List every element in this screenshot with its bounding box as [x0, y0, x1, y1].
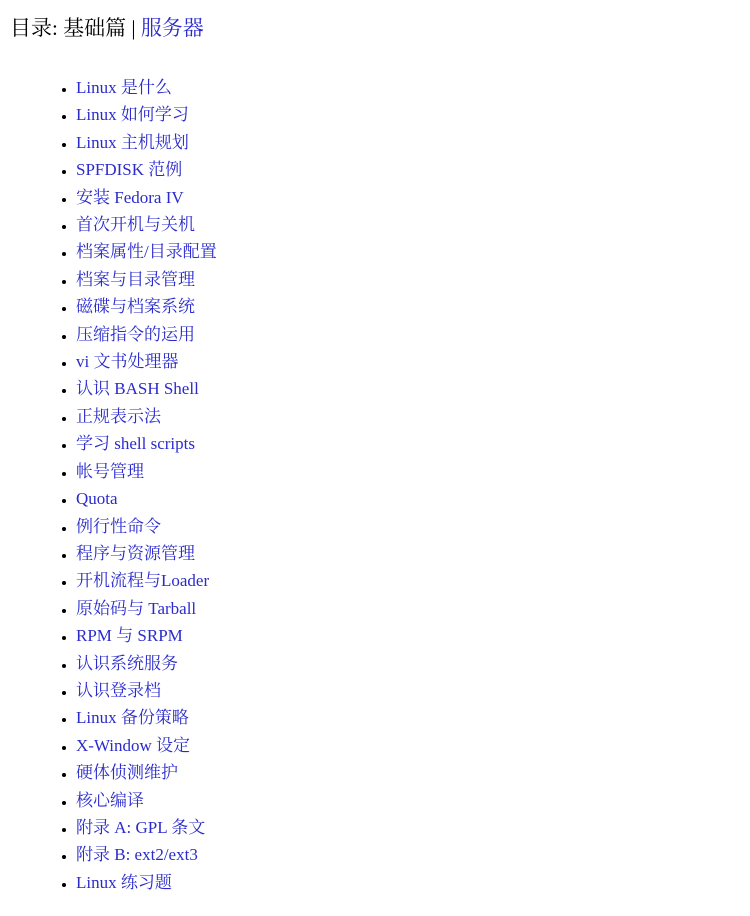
server-section-link[interactable]: 服务器 — [140, 16, 204, 40]
toc-item — [76, 403, 750, 430]
toc-list — [0, 74, 750, 896]
toc-link[interactable]: 程序与资源管理 — [76, 543, 195, 563]
toc-link[interactable]: SPFDISK 范例 — [76, 160, 183, 180]
toc-item — [76, 238, 750, 265]
toc-link[interactable]: 帐号管理 — [76, 461, 144, 481]
toc-link[interactable]: 首次开机与关机 — [76, 215, 195, 235]
toc-link[interactable]: 正规表示法 — [76, 406, 161, 426]
toc-item — [76, 348, 750, 375]
toc-item — [76, 156, 750, 183]
toc-link[interactable]: RPM 与 SRPM — [76, 626, 183, 646]
toc-item — [76, 787, 750, 814]
toc-link[interactable]: 开机流程与Loader — [76, 571, 210, 591]
toc-link[interactable]: Linux 是什么 — [76, 78, 172, 97]
toc-link[interactable]: 认识 BASH Shell — [76, 379, 199, 399]
toc-item — [76, 293, 750, 320]
toc-link[interactable]: 原始码与 Tarball — [76, 598, 197, 618]
toc-link[interactable]: Linux 如何学习 — [76, 105, 189, 125]
toc-item — [76, 759, 750, 786]
toc-item — [76, 869, 750, 896]
toc-label: 目录: — [10, 16, 58, 40]
toc-item — [76, 704, 750, 731]
toc-link[interactable]: Linux 备份策略 — [76, 708, 189, 728]
toc-link[interactable]: Linux 练习题 — [76, 872, 172, 892]
toc-item — [76, 841, 750, 868]
toc-link[interactable]: 安装 Fedora IV — [76, 187, 184, 207]
toc-item — [76, 211, 750, 238]
toc-link[interactable]: 认识系统服务 — [76, 653, 178, 673]
section-separator: | — [131, 16, 136, 40]
toc-item — [76, 677, 750, 704]
toc-item — [76, 430, 750, 457]
toc-item — [76, 266, 750, 293]
toc-item — [76, 650, 750, 677]
toc-item — [76, 540, 750, 567]
toc-item — [76, 814, 750, 841]
toc-link[interactable]: 例行性命令 — [76, 516, 161, 536]
toc-item — [76, 184, 750, 211]
toc-link[interactable]: 核心编译 — [76, 790, 144, 810]
page-title — [10, 16, 750, 40]
toc-item — [76, 321, 750, 348]
toc-item — [76, 101, 750, 128]
toc-item — [76, 129, 750, 156]
toc-item — [76, 485, 750, 512]
toc-item — [76, 74, 750, 101]
toc-link[interactable]: 压缩指令的运用 — [76, 324, 195, 344]
toc-item — [76, 513, 750, 540]
toc-link[interactable]: vi 文书处理器 — [76, 352, 179, 372]
toc-item — [76, 732, 750, 759]
toc-item — [76, 567, 750, 594]
toc-link[interactable]: 档案属性/目录配置 — [76, 242, 217, 262]
current-section-label: 基础篇 — [63, 16, 127, 40]
toc-link[interactable]: 磁碟与档案系统 — [76, 297, 195, 317]
toc-link[interactable]: 档案与目录管理 — [76, 269, 195, 289]
toc-link[interactable]: 硬体侦测维护 — [76, 763, 178, 783]
toc-item — [76, 622, 750, 649]
toc-link[interactable]: X-Window 设定 — [76, 735, 191, 755]
toc-link[interactable]: Quota — [76, 489, 118, 509]
toc-item — [76, 458, 750, 485]
toc-link[interactable]: 学习 shell scripts — [76, 434, 195, 454]
toc-link[interactable]: 认识登录档 — [76, 680, 161, 700]
toc-link[interactable]: Linux 主机规划 — [76, 132, 189, 152]
toc-item — [76, 595, 750, 622]
toc-link[interactable]: 附录 A: GPL 条文 — [76, 817, 206, 837]
toc-item — [76, 375, 750, 402]
toc-link[interactable]: 附录 B: ext2/ext3 — [76, 845, 198, 865]
